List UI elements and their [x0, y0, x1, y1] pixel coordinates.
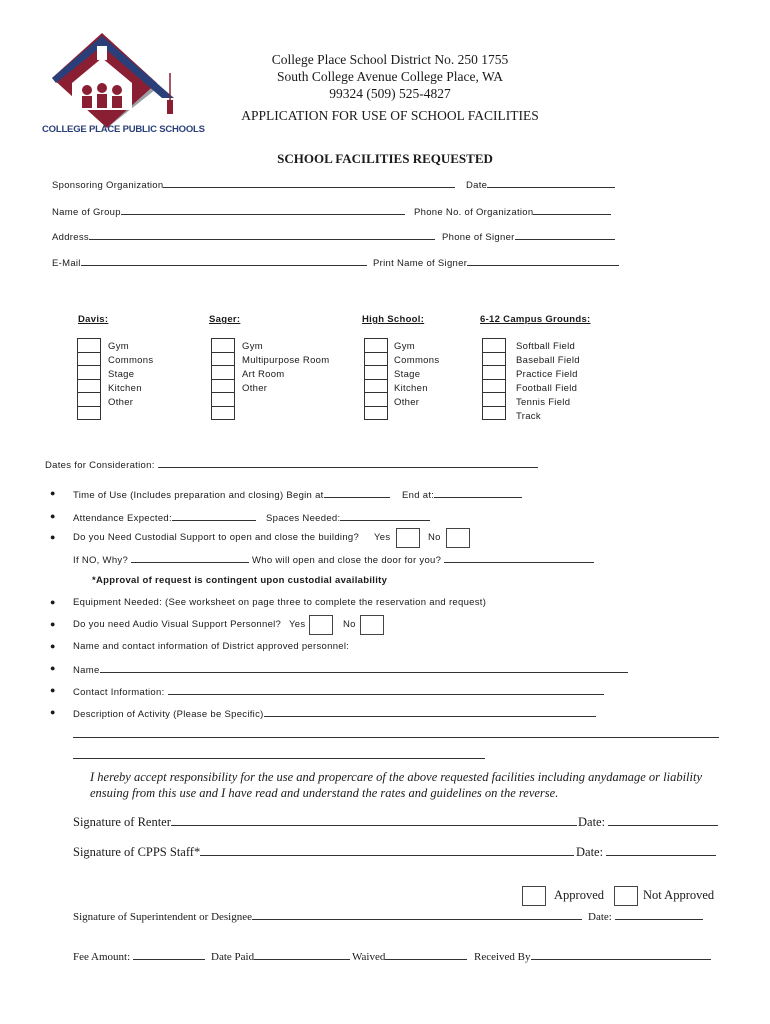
bullet-icon: ●: [50, 488, 56, 498]
district-address-line3: [190, 86, 590, 102]
bullet-icon: ●: [50, 641, 56, 651]
district-address-line2: South College Avenue College Place, WA: [277, 69, 503, 84]
checkbox-sager-extra2[interactable]: [211, 406, 235, 421]
davis-checkboxes: [77, 338, 101, 420]
facility-col-title-high-school: High School:: [362, 314, 425, 325]
av-no-label: No: [343, 619, 356, 630]
superintendent-date-field[interactable]: Date:: [588, 910, 703, 923]
approved-label: Approved: [554, 888, 604, 902]
equipment-needed: Equipment Needed: (See worksheet on page three to complete the reservation and request): [73, 597, 487, 608]
bullet-icon: ●: [50, 532, 56, 542]
superintendent-signature-field[interactable]: Signature of Superintendent or Designee: [73, 910, 582, 923]
campus-items: Softball Field Baseball Field Practice Field Football Field Tennis Field Track: [516, 341, 580, 422]
contact-information-field[interactable]: Contact Information:: [73, 685, 604, 698]
custodial-yes-checkbox[interactable]: [396, 528, 420, 548]
fee-amount-field[interactable]: Fee Amount:: [73, 950, 205, 963]
checkbox-baseball[interactable]: [482, 352, 506, 366]
custodial-no-label: No: [428, 532, 441, 543]
checkbox-davis-extra[interactable]: [77, 406, 101, 421]
checkbox-davis-gym[interactable]: [77, 338, 101, 352]
page-title: APPLICATION FOR USE OF SCHOOL FACILITIES: [241, 108, 539, 123]
child-icon: [112, 85, 122, 95]
waived-field[interactable]: Waived: [352, 950, 467, 963]
custodial-question: Do you Need Custodial Support to open and close the building?: [73, 532, 360, 543]
checkbox-sager-gym[interactable]: [211, 338, 235, 352]
high-school-items: Gym Commons Stage Kitchen Other: [394, 341, 440, 408]
renter-date-field[interactable]: Date:: [578, 814, 718, 830]
facility-col-title-sager: Sager:: [209, 314, 241, 325]
child-icon: [82, 85, 92, 95]
checkbox-hs-gym[interactable]: [364, 338, 388, 352]
checkbox-softball[interactable]: [482, 338, 506, 352]
phone-signer-field[interactable]: Phone of Signer: [442, 230, 615, 243]
received-by-field[interactable]: Received By: [474, 950, 711, 963]
child-body: [97, 94, 107, 108]
sponsoring-org-field[interactable]: Sponsoring Organization: [52, 178, 455, 191]
campus-checkboxes: [482, 338, 506, 420]
davis-items: Gym Commons Stage Kitchen Other: [108, 341, 154, 408]
checkbox-tennis[interactable]: [482, 392, 506, 406]
email-field[interactable]: E-Mail: [52, 256, 367, 269]
checkbox-football[interactable]: [482, 379, 506, 393]
phone-org-field[interactable]: Phone No. of Organization: [414, 205, 611, 218]
checkbox-sager-art-room[interactable]: [211, 365, 235, 379]
personnel-name-field[interactable]: Name: [73, 663, 628, 676]
checkbox-hs-extra[interactable]: [364, 406, 388, 421]
print-name-field[interactable]: Print Name of Signer: [373, 256, 619, 269]
bullet-icon: ●: [50, 511, 56, 521]
staff-date-field[interactable]: Date:: [576, 844, 716, 860]
child-body: [112, 96, 122, 108]
zip-phone: 99324 (509) 525-4827: [329, 86, 451, 101]
bullet-icon: ●: [50, 663, 56, 673]
custodial-no-checkbox[interactable]: [446, 528, 470, 548]
date-paid-field[interactable]: Date Paid: [211, 950, 350, 963]
av-yes-label: Yes: [289, 619, 306, 630]
district-address-line1: College Place School District No. 250 1755: [271, 52, 509, 67]
sager-items: Gym Multipurpose Room Art Room Other: [242, 341, 330, 394]
logo-text: COLLEGE PLACE PUBLIC SCHOOLS: [42, 124, 205, 135]
custodial-yes-label: Yes: [374, 532, 391, 543]
bullet-icon: ●: [50, 619, 56, 629]
activity-description-field[interactable]: Description of Activity (Please be Specific): [73, 707, 596, 720]
who-open-field[interactable]: Who will open and close the door for you?: [252, 553, 594, 566]
not-approved-label: Not Approved: [643, 888, 715, 902]
facility-col-title-davis: Davis:: [78, 314, 109, 325]
not-approved-checkbox[interactable]: [614, 886, 638, 906]
bullet-icon: ●: [50, 707, 56, 717]
if-no-why-field[interactable]: If NO, Why?: [73, 553, 249, 566]
time-of-use-field[interactable]: Time of Use (Includes preparation and closing) Begin at: [73, 488, 390, 501]
checkbox-sager-multipurpose[interactable]: [211, 352, 235, 366]
checkbox-hs-kitchen[interactable]: [364, 379, 388, 393]
approved-checkbox[interactable]: [522, 886, 546, 906]
renter-signature-field[interactable]: Signature of Renter: [73, 814, 577, 830]
child-icon: [97, 83, 107, 93]
attendance-field[interactable]: Attendance Expected:: [73, 511, 256, 524]
tassel-end: [167, 100, 173, 114]
bell-tower-icon: [97, 46, 107, 60]
av-no-checkbox[interactable]: [360, 615, 384, 635]
address-field[interactable]: Address: [52, 230, 435, 243]
bullet-icon: ●: [50, 597, 56, 607]
dates-consideration-field[interactable]: Dates for Consideration:: [45, 458, 538, 471]
bullet-icon: ●: [50, 685, 56, 695]
approval-note: *Approval of request is contingent upon custodial availability: [92, 575, 388, 586]
checkbox-sager-extra1[interactable]: [211, 392, 235, 406]
checkbox-hs-stage[interactable]: [364, 365, 388, 379]
end-at-field[interactable]: End at:: [402, 488, 522, 501]
spaces-needed-field[interactable]: Spaces Needed:: [266, 511, 430, 524]
contact-info-title: Name and contact information of District approved personnel:: [73, 641, 350, 652]
staff-signature-field[interactable]: Signature of CPPS Staff*: [73, 844, 574, 860]
checkbox-practice[interactable]: [482, 365, 506, 379]
checkbox-davis-kitchen[interactable]: [77, 379, 101, 393]
av-support-question: Do you need Audio Visual Support Personnel?: [73, 619, 282, 630]
date-field[interactable]: Date: [466, 178, 615, 191]
group-name-field[interactable]: Name of Group: [52, 205, 405, 218]
section-title: SCHOOL FACILITIES REQUESTED: [277, 151, 493, 166]
child-body: [82, 96, 92, 108]
checkbox-davis-commons[interactable]: [77, 352, 101, 366]
description-line-1[interactable]: [73, 737, 719, 738]
checkbox-hs-commons[interactable]: [364, 352, 388, 366]
description-line-2[interactable]: [73, 758, 485, 759]
checkbox-hs-other[interactable]: [364, 392, 388, 406]
checkbox-sager-other[interactable]: [211, 379, 235, 393]
acceptance-statement: I hereby accept responsibility for the use and propercare of the above requested facilities including anydamage or liability ensuing from this use and I have read and understand the rates and guidelines on the reverse.: [90, 770, 703, 800]
high-school-checkboxes: [364, 338, 388, 420]
checkbox-track[interactable]: [482, 406, 506, 421]
sager-checkboxes: [211, 338, 235, 420]
av-yes-checkbox[interactable]: [309, 615, 333, 635]
checkbox-davis-other[interactable]: [77, 392, 101, 406]
facility-col-title-campus: 6-12 Campus Grounds:: [480, 314, 591, 325]
checkbox-davis-stage[interactable]: [77, 365, 101, 379]
